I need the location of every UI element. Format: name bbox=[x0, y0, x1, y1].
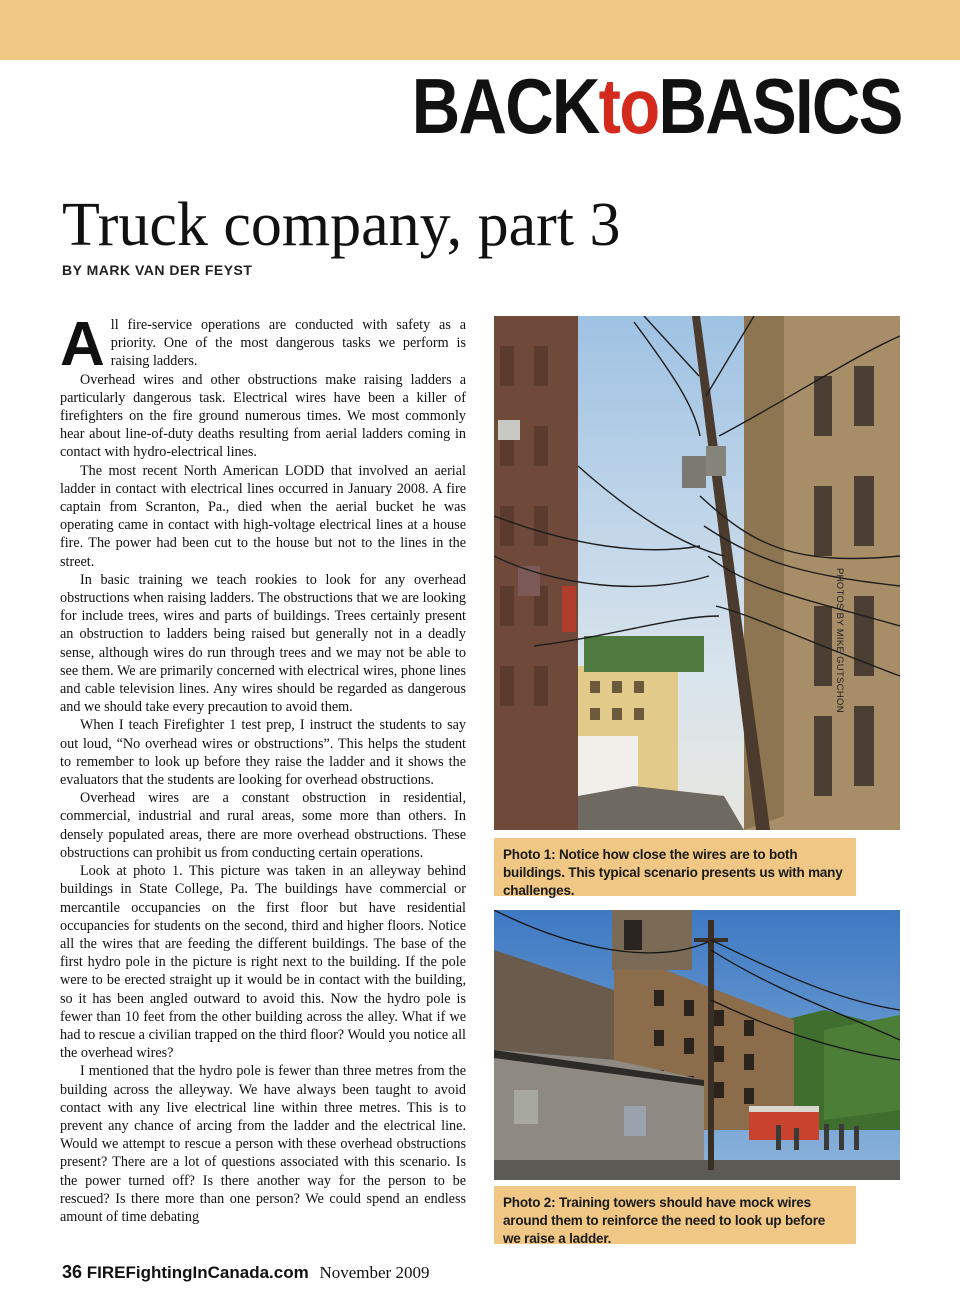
paragraph-4: In basic training we teach rookies to look for any overhead obstructions when raising ladders. The obstructions that we are looking for include trees, wires and parts of buildings. Trees certainly present an obstruction to ladders being raised but generally not in a deadly sense, although wires do run through trees and we may not be able to see them. We are primarily concerned with electrical wires, phone lines and cable television lines. Any wires should be regarded as dangerous and we should take every precaution to avoid them. bbox=[60, 571, 466, 716]
article-byline: BY MARK VAN DER FEYST bbox=[62, 262, 253, 278]
paragraph-8: I mentioned that the hydro pole is fewer than three metres from the building across the alleyway. We have always been taught to avoid contact with any live electrical line within three metres. This is to prevent any chance of arcing from the ladder and the electrical line. Would we attempt to rescue a person with these overhead obstructions present? There are a lot of questions associated with this scenario. Is the power turned off? Is there another way for the person to be rescued? Is there more than one person? We could spend an endless amount of time debating bbox=[60, 1063, 466, 1225]
article-body bbox=[60, 316, 466, 1250]
section-heading-back: BACK bbox=[412, 62, 599, 150]
drop-cap: A bbox=[60, 316, 105, 379]
photo-2-caption: Photo 2: Training towers should have mock wires around them to reinforce the need to look up before we raise a ladder. bbox=[494, 1186, 856, 1244]
issue-date: November 2009 bbox=[319, 1263, 430, 1282]
site-name: FIREFightingInCanada.com bbox=[86, 1263, 309, 1282]
paragraph-3: The most recent North American LODD that involved an aerial ladder in contact with electrical lines occurred in January 2008. A fire captain from Scranton, Pa., died when the aerial bucket he was operating came in contact with high-voltage electrical lines at a house fire. The power had been cut to the house but not to the lines in the street. bbox=[60, 462, 466, 570]
photo-credit: PHOTOS BY MIKE GUTSCHON bbox=[834, 568, 845, 713]
photo-1-caption: Photo 1: Notice how close the wires are to both buildings. This typical scenario presents us with many challenges. bbox=[494, 838, 856, 896]
top-color-band bbox=[0, 0, 960, 60]
paragraph-7: Look at photo 1. This picture was taken in an alleyway behind buildings in State College, Pa. The buildings have commercial or mercantile occupancies on the first floor but have residential occupancies for students on the second, third and higher floors. Notice all the wires that are feeding the different buildings. The base of the first hydro pole in the picture is right next to the building. If the pole were to be erected straight up it would be in contact with the building, so it has been angled outward to avoid this. Now the hydro pole is fewer than 10 feet from the other building across the alley. What if we had to rescue a civilian trapped on the third floor? Would you notice all the overhead wires? bbox=[60, 863, 466, 1062]
section-heading-to: to bbox=[598, 62, 659, 150]
photo-2-training-tower bbox=[494, 910, 900, 1180]
section-heading-basics: BASICS bbox=[658, 62, 902, 150]
page-number: 36 bbox=[62, 1262, 83, 1282]
article-title: Truck company, part 3 bbox=[62, 191, 621, 259]
section-heading bbox=[412, 62, 902, 150]
paragraph-6: Overhead wires are a constant obstruction in residential, commercial, industrial and rural areas, some more than others. In densely populated areas, there are more overhead obstructions. These obstructions can prohibit us from conducting certain operations. bbox=[60, 790, 466, 861]
paragraph-1: All fire-service operations are conducted with safety as a priority. One of the most dangerous tasks we perform is raising ladders. bbox=[60, 316, 466, 379]
page-footer bbox=[62, 1262, 429, 1283]
paragraph-5: When I teach Firefighter 1 test prep, I instruct the students to say out loud, “No overhead wires or obstructions”. This helps the student to remember to look up before they raise the ladder and it shows the evaluators that the students are looking for overhead obstructions. bbox=[60, 717, 466, 789]
paragraph-2: Overhead wires and other obstructions make raising ladders a particularly dangerous task. Electrical wires have been a killer of firefighters on the fire ground numerous times. We most commonly hear about line-of-duty deaths resulting from aerial ladders coming in contact with hydro-electrical lines. bbox=[60, 371, 466, 461]
